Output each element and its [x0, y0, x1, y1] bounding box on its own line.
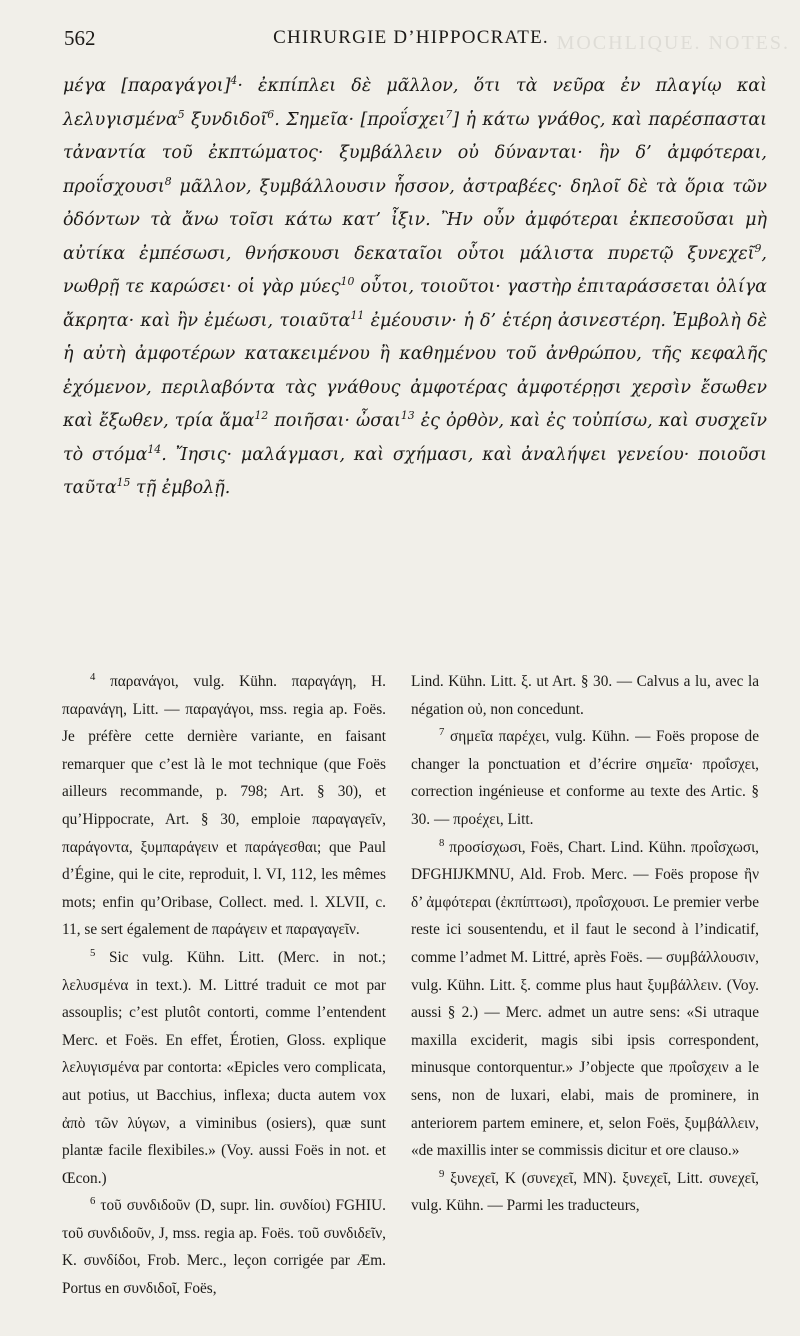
footnote	[411, 1165, 759, 1220]
note-call: 7	[445, 107, 453, 121]
footnote-number: 6	[90, 1195, 96, 1208]
greek-segment: , νωθρῇ τε καρώσει· οἱ γὰρ μύες	[63, 243, 767, 297]
greek-segment: ] ἡ κάτω γνάθος, καὶ παρέσπασται τἀναντία τοῦ ἐκπτώματος· ξυμβάλλειν οὐ δύνανται· ἣν δ’ ἀμφότεραι, προΐσχουσι	[63, 109, 768, 197]
note-call: 13	[400, 409, 415, 423]
page-header	[64, 26, 758, 60]
footnotes-right-column	[411, 668, 759, 1220]
footnote-text: ξυνεχεῖ, K (συνεχεῖ, MN). ξυνεχεῖ, Litt. συνεχεῖ, vulg. Kühn. — Parmi les traducteurs,	[411, 1169, 760, 1215]
note-call: 8	[164, 174, 172, 188]
footnote	[411, 834, 759, 1165]
note-call: 11	[350, 308, 365, 322]
footnote	[411, 668, 759, 723]
note-call: 12	[254, 409, 269, 423]
show-through-text: MOCHLIQUE. NOTES.	[556, 32, 790, 54]
greek-segment: ξυνδιδοῖ	[184, 109, 268, 130]
footnote-text: παρανάγοι, vulg. Kühn. παραγάγη, H. παρανάγη, Litt. — παραγάγοι, mss. regia ap. Foës. Je préfère cette dernière variante, en faisant remarquer que c’est là le mot technique (que Foës ailleurs recommande, p. 798; Art. § 30), et qu’Hippocrate, Art. § 30, emploie παραγαγεῖν, παράγοντα, ξυμπαράγειν et παράγεσθαι; que Paul d’Égine, qui le cite, reproduit, l. VI, 112, les mêmes mots; enfin qu’Oribase, Collect. med. l. XLVII, c. 11, se sert également de παράγειν et παραγαγεῖν.	[62, 673, 386, 939]
footnote-number: 8	[439, 836, 445, 849]
greek-segment: ἐμέουσιν· ἡ δ’ ἑτέρη ἀσινεστέρη. Ἐμβολὴ δὲ ἡ αὐτὴ ἀμφοτέρων κατακειμένου ἢ καθημένου τοῦ ἀνθρώπου, τῆς κεφαλῆς ἐχόμενον, περιλαβόντα τὰς γνάθους ἀμφοτέρας ἀμφοτέρῃσι χερσὶν ἔσωθεν καὶ ἔξωθεν, τρία ἅμα	[63, 310, 767, 431]
greek-segment: μᾶλλον, ξυμβάλλουσιν ἧσσον, ἀστραβέες· δηλοῖ δὲ τὰ ὅρια τῶν ὀδόντων τὰ ἄνω τοῖσι κάτω κατ’ ἶξιν. Ἢν οὖν ἀμφότεραι ἐκπεσοῦσαι μὴ αὐτίκα ἐμπέσωσι, θνήσκουσι δεκαταῖοι οὗτοι μάλιστα πυρετῷ ξυνεχεῖ	[63, 176, 767, 264]
footnote	[411, 723, 759, 833]
footnote	[62, 668, 386, 944]
note-call: 9	[754, 241, 762, 255]
footnote-text: τοῦ συνδιδοῦν (D, supr. lin. συνδίοι) FGHIU. τοῦ συνδιδοῦν, J, mss. regia ap. Foës. τοῦ συνδιδεῖν, K. συνδίδοι, Frob. Merc., leçon corrigée par Æm. Portus en συνδιδοῖ, Foës,	[62, 1197, 387, 1298]
note-call: 4	[230, 74, 238, 88]
page-number: 562	[64, 26, 96, 50]
greek-segment: τῇ ἐμβολῇ.	[130, 478, 231, 498]
greek-segment: ἐς ὀρθὸν, καὶ ἐς τοὐπίσω, καὶ συσχεῖν τὸ στόμα	[63, 411, 767, 465]
greek-segment: · ἐκπίπλει δὲ μᾶλλον, ὅτι τὰ νεῦρα ἐν πλαγίῳ καὶ λελυγισμένα	[63, 76, 767, 130]
footnote-number: 4	[90, 670, 96, 683]
footnotes-left-column	[62, 668, 386, 1303]
footnote-text: Lind. Kühn. Litt. ξ. ut Art. § 30. — Calvus a lu, avec la négation οὐ, non concedunt.	[411, 673, 759, 718]
footnote-text: σημεῖα παρέχει, vulg. Kühn. — Foës propose de changer la ponctuation et d’écrire σημεῖα· προΐσχει, correction ingénieuse et conforme au texte des Artic. § 30. — προέχει, Litt.	[411, 728, 759, 828]
greek-segment: μέγα [παραγάγοι]	[63, 76, 231, 96]
footnote-text: Sic vulg. Kühn. Litt. (Merc. in not.; λελυσμένα in text.). M. Littré traduit ce mot par assouplis; c’est plutôt contorti, comme l’entendent Merc. et Foës. En effet, Érotien, Gloss. explique λελυγισμένα par contorta: «Epicles vero complicata, aut potius, ut Bacchius, inflexa; ducta autem vox ἀπὸ τῶν λύγων, a viminibus (osiers), quæ sunt plantæ facile flexibiles.» (Voy. aussi Foës in not. et Œcon.)	[62, 948, 386, 1187]
note-call: 6	[267, 107, 275, 121]
footnote-number: 9	[439, 1167, 445, 1180]
note-call: 15	[116, 476, 131, 490]
footnote-number: 5	[90, 946, 96, 959]
footnote-number: 7	[439, 726, 445, 739]
footnote-text: προσίσχωσι, Foës, Chart. Lind. Kühn. προΐσχωσι, DFGHIJKMNU, Ald. Frob. Merc. — Foës propose ἢν δ’ ἀμφότεραι (ἐκπίπτωσι), προΐσχουσι. Le premier verbe reste ici sousentendu, et il faut le second à l’indicatif, comme l’admet M. Littré, après Foës. — συμβάλλουσιν, vulg. Kühn. Litt. ξ. comme plus haut ξυμβάλλειν. (Voy. aussi § 2.) — Merc. admet un autre sens: «Si utraque maxilla exciderit, magis sibi ipsis correspondent, minusque contorquentur.» J’objecte que προΐσχειν a le sens, non de luxari, elabi, mais de prominere, in anteriorem partem eminere, et, selon Foës, ξυμβάλλειν, «de maxillis inter se commissis dicitur et ore clauso.»	[411, 838, 760, 1160]
greek-segment: οὗτοι, τοιοῦτοι· γαστὴρ ἐπιταράσσεται ὀλίγα ἄκρητα· καὶ ἢν ἐμέωσι, τοιαῦτα	[63, 277, 767, 331]
running-title: CHIRURGIE D’HIPPOCRATE.	[273, 27, 549, 48]
greek-segment: . Ἴησις· μαλάγμασι, καὶ σχήμασι, καὶ ἀναλήψει γενείου· ποιοῦσι ταῦτα	[63, 444, 767, 498]
greek-segment: ποιῆσαι· ὦσαι	[268, 411, 401, 431]
note-call: 5	[177, 107, 185, 121]
footnote	[62, 944, 386, 1192]
greek-segment: . Σημεῖα· [προΐσχει	[274, 109, 446, 130]
note-call: 14	[147, 442, 162, 456]
greek-main-text	[63, 70, 767, 506]
footnote	[62, 1192, 386, 1302]
note-call: 10	[340, 275, 355, 289]
